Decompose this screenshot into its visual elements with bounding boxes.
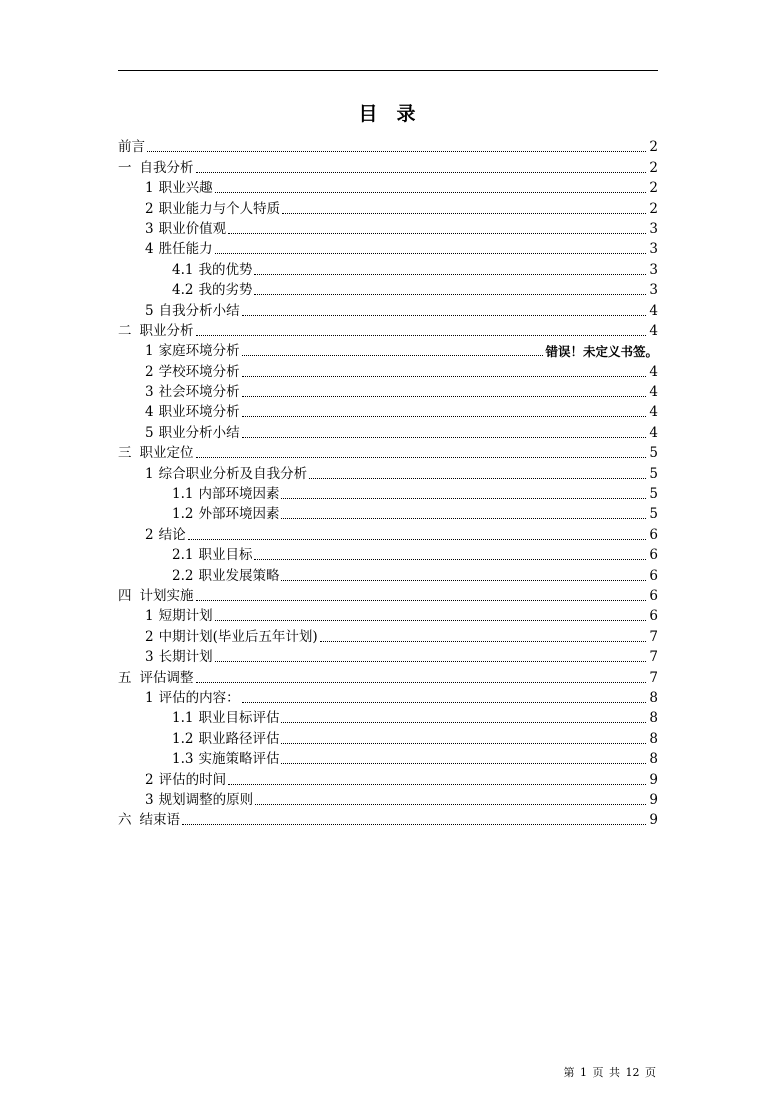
toc-page-number: 6 — [649, 567, 658, 584]
header-rule — [118, 70, 658, 71]
toc-entry-number: 1.3 — [172, 751, 194, 768]
toc-entry-text: 内部环境因素 — [198, 486, 280, 503]
toc-entry[interactable] — [118, 809, 658, 829]
toc-dot-leader — [309, 478, 646, 479]
toc-entry-number: 四 — [118, 587, 132, 604]
toc-entry[interactable] — [118, 421, 658, 441]
toc-entry-text: 长期计划 — [158, 649, 213, 666]
toc-dot-leader — [196, 457, 647, 458]
toc-entry-text: 前言 — [118, 139, 145, 156]
toc-page-number: 8 — [649, 689, 658, 706]
toc-entry[interactable] — [118, 340, 658, 360]
toc-dot-leader — [196, 172, 647, 173]
toc-page-number: 3 — [649, 261, 658, 278]
page-footer: 第 1 页 共 12 页 — [563, 1066, 656, 1079]
toc-entry[interactable] — [118, 279, 658, 299]
toc-entry-text: 职业分析小结 — [158, 424, 240, 441]
toc-entry-number: 1 — [145, 689, 154, 706]
toc-entry[interactable] — [118, 156, 658, 176]
toc-entry-text: 我的优势 — [198, 261, 253, 278]
toc-page-number: 2 — [649, 139, 658, 156]
toc-entry-text: 职业路径评估 — [198, 730, 280, 747]
toc-page-number: 5 — [649, 445, 658, 462]
toc-entry-number: 1.2 — [172, 730, 194, 747]
toc-page-number: 4 — [649, 322, 658, 339]
toc-entry-number: 1 — [145, 180, 154, 197]
toc-entry[interactable] — [118, 585, 658, 605]
toc-entry[interactable] — [118, 381, 658, 401]
toc-entry[interactable] — [118, 707, 658, 727]
toc-page-number: 6 — [649, 526, 658, 543]
toc-entry-number: 二 — [118, 322, 132, 339]
toc-entry-text: 规划调整的原则 — [158, 791, 254, 808]
toc-entry[interactable] — [118, 789, 658, 809]
toc-entry-text: 实施策略评估 — [198, 751, 280, 768]
toc-page-number: 4 — [649, 424, 658, 441]
toc-entry[interactable] — [118, 258, 658, 278]
toc-dot-leader — [281, 743, 646, 744]
toc-page-number: 6 — [649, 547, 658, 564]
toc-entry-number: 三 — [118, 445, 132, 462]
toc-dot-leader — [242, 376, 646, 377]
toc-entry-text: 职业发展策略 — [198, 567, 280, 584]
toc-entry[interactable] — [118, 483, 658, 503]
toc-dot-leader — [147, 151, 646, 152]
toc-dot-leader — [228, 784, 646, 785]
toc-entry[interactable] — [118, 360, 658, 380]
toc-dot-leader — [215, 661, 646, 662]
toc-entry-number: 2 — [145, 363, 154, 380]
toc-dot-leader — [242, 315, 646, 316]
table-of-contents — [118, 136, 658, 829]
toc-page-number: 8 — [649, 730, 658, 747]
toc-entry-text: 胜任能力 — [158, 241, 213, 258]
toc-entry-number: 5 — [145, 424, 154, 441]
toc-page-number: 5 — [649, 465, 658, 482]
toc-entry-number: 4.2 — [172, 282, 194, 299]
toc-entry-number: 2 — [145, 771, 154, 788]
toc-entry-text: 职业定位 — [139, 445, 194, 462]
toc-dot-leader — [188, 539, 646, 540]
toc-entry[interactable] — [118, 177, 658, 197]
toc-entry-number: 3 — [145, 791, 154, 808]
toc-entry-text: 自我分析小结 — [158, 302, 240, 319]
toc-entry-text: 职业目标评估 — [198, 710, 280, 727]
toc-dot-leader — [320, 641, 646, 642]
toc-entry-text: 中期计划(毕业后五年计划) — [158, 628, 318, 645]
toc-page-number: 7 — [649, 669, 658, 686]
toc-entry[interactable] — [118, 727, 658, 747]
toc-entry-number: 2 — [145, 526, 154, 543]
toc-entry-number: 1 — [145, 608, 154, 625]
toc-entry-number: 六 — [118, 812, 132, 829]
toc-bookmark-error: 错误！未定义书签。 — [545, 344, 658, 360]
toc-entry-text: 评估调整 — [139, 669, 194, 686]
toc-entry-number: 4 — [145, 241, 154, 258]
toc-entry-number: 3 — [145, 384, 154, 401]
toc-entry[interactable] — [118, 197, 658, 217]
toc-entry-number: 2 — [145, 628, 154, 645]
toc-page-number: 2 — [649, 180, 658, 197]
toc-dot-leader — [196, 335, 647, 336]
toc-entry[interactable] — [118, 136, 658, 156]
toc-entry-text: 外部环境因素 — [198, 506, 280, 523]
toc-page-number: 4 — [649, 404, 658, 421]
toc-entry-text: 短期计划 — [158, 608, 213, 625]
toc-page-number: 9 — [649, 812, 658, 829]
toc-entry[interactable] — [118, 646, 658, 666]
toc-dot-leader — [254, 274, 646, 275]
toc-page-number: 5 — [649, 506, 658, 523]
toc-entry-text: 职业环境分析 — [158, 404, 240, 421]
toc-entry-text: 结束语 — [139, 812, 180, 829]
toc-entry[interactable] — [118, 544, 658, 564]
toc-entry[interactable] — [118, 299, 658, 319]
toc-dot-leader — [281, 518, 646, 519]
toc-dot-leader — [281, 498, 646, 499]
toc-entry[interactable] — [118, 320, 658, 340]
toc-dot-leader — [215, 253, 646, 254]
toc-page-number: 4 — [649, 363, 658, 380]
toc-entry-text: 评估的时间 — [158, 771, 227, 788]
toc-entry[interactable] — [118, 401, 658, 421]
toc-entry-text: 职业价值观 — [158, 220, 227, 237]
toc-entry[interactable] — [118, 625, 658, 645]
toc-entry-number: 2.1 — [172, 547, 194, 564]
toc-page-number: 2 — [649, 200, 658, 217]
toc-dot-leader — [215, 192, 646, 193]
toc-dot-leader — [242, 702, 646, 703]
toc-entry[interactable] — [118, 218, 658, 238]
toc-entry-text: 家庭环境分析 — [158, 343, 240, 360]
toc-dot-leader — [242, 416, 646, 417]
toc-entry-text: 结论 — [158, 526, 186, 543]
toc-entry[interactable] — [118, 687, 658, 707]
toc-dot-leader — [242, 437, 646, 438]
toc-entry-number: 1.1 — [172, 710, 194, 727]
toc-entry-text: 职业分析 — [139, 322, 194, 339]
toc-dot-leader — [255, 804, 646, 805]
toc-page-number: 3 — [649, 241, 658, 258]
toc-entry[interactable] — [118, 564, 658, 584]
toc-entry[interactable] — [118, 748, 658, 768]
toc-dot-leader — [254, 294, 646, 295]
toc-entry-number: 3 — [145, 220, 154, 237]
toc-page-number: 7 — [649, 628, 658, 645]
toc-dot-leader — [196, 600, 647, 601]
toc-dot-leader — [182, 824, 646, 825]
toc-dot-leader — [242, 355, 544, 356]
toc-entry-text: 综合职业分析及自我分析 — [158, 465, 308, 482]
toc-entry-number: 1.2 — [172, 506, 194, 523]
toc-dot-leader — [215, 620, 646, 621]
toc-page-number: 4 — [649, 302, 658, 319]
toc-entry[interactable] — [118, 462, 658, 482]
toc-entry-text: 计划实施 — [139, 587, 194, 604]
toc-page-number: 9 — [649, 771, 658, 788]
toc-entry-number: 4.1 — [172, 261, 194, 278]
toc-dot-leader — [242, 396, 646, 397]
toc-entry[interactable] — [118, 666, 658, 686]
toc-dot-leader — [282, 213, 646, 214]
toc-entry-number: 2.2 — [172, 567, 194, 584]
toc-entry-number: 一 — [118, 159, 132, 176]
toc-entry-text: 评估的内容： — [158, 689, 240, 706]
toc-entry[interactable] — [118, 768, 658, 788]
toc-entry[interactable] — [118, 523, 658, 543]
toc-page-number: 5 — [649, 486, 658, 503]
toc-entry[interactable] — [118, 503, 658, 523]
toc-dot-leader — [281, 763, 646, 764]
toc-entry-text: 职业兴趣 — [158, 180, 213, 197]
toc-page-number: 9 — [649, 791, 658, 808]
toc-entry-number: 5 — [145, 302, 154, 319]
toc-entry-text: 职业能力与个人特质 — [158, 200, 281, 217]
toc-entry-text: 我的劣势 — [198, 282, 253, 299]
toc-page-number: 6 — [649, 587, 658, 604]
toc-page-number: 6 — [649, 608, 658, 625]
toc-page-number: 3 — [649, 282, 658, 299]
toc-entry-text: 职业目标 — [198, 547, 253, 564]
toc-entry-text: 社会环境分析 — [158, 384, 240, 401]
toc-dot-leader — [281, 580, 646, 581]
toc-entry-number: 3 — [145, 649, 154, 666]
toc-dot-leader — [228, 233, 646, 234]
toc-page-number: 8 — [649, 751, 658, 768]
toc-dot-leader — [281, 722, 646, 723]
toc-entry-number: 1.1 — [172, 486, 194, 503]
page-title: 目 录 — [358, 103, 416, 125]
toc-page-number: 3 — [649, 220, 658, 237]
toc-dot-leader — [196, 682, 647, 683]
toc-page-number: 8 — [649, 710, 658, 727]
toc-entry-number: 1 — [145, 465, 154, 482]
toc-entry[interactable] — [118, 442, 658, 462]
toc-entry[interactable] — [118, 238, 658, 258]
toc-page-number: 7 — [649, 649, 658, 666]
toc-page-number: 2 — [649, 159, 658, 176]
toc-page-number: 4 — [649, 384, 658, 401]
toc-entry[interactable] — [118, 605, 658, 625]
toc-entry-number: 五 — [118, 669, 132, 686]
toc-entry-number: 2 — [145, 200, 154, 217]
toc-entry-text: 学校环境分析 — [158, 363, 240, 380]
toc-entry-number: 1 — [145, 343, 154, 360]
toc-entry-number: 4 — [145, 404, 154, 421]
toc-entry-text: 自我分析 — [139, 159, 194, 176]
toc-dot-leader — [254, 559, 646, 560]
